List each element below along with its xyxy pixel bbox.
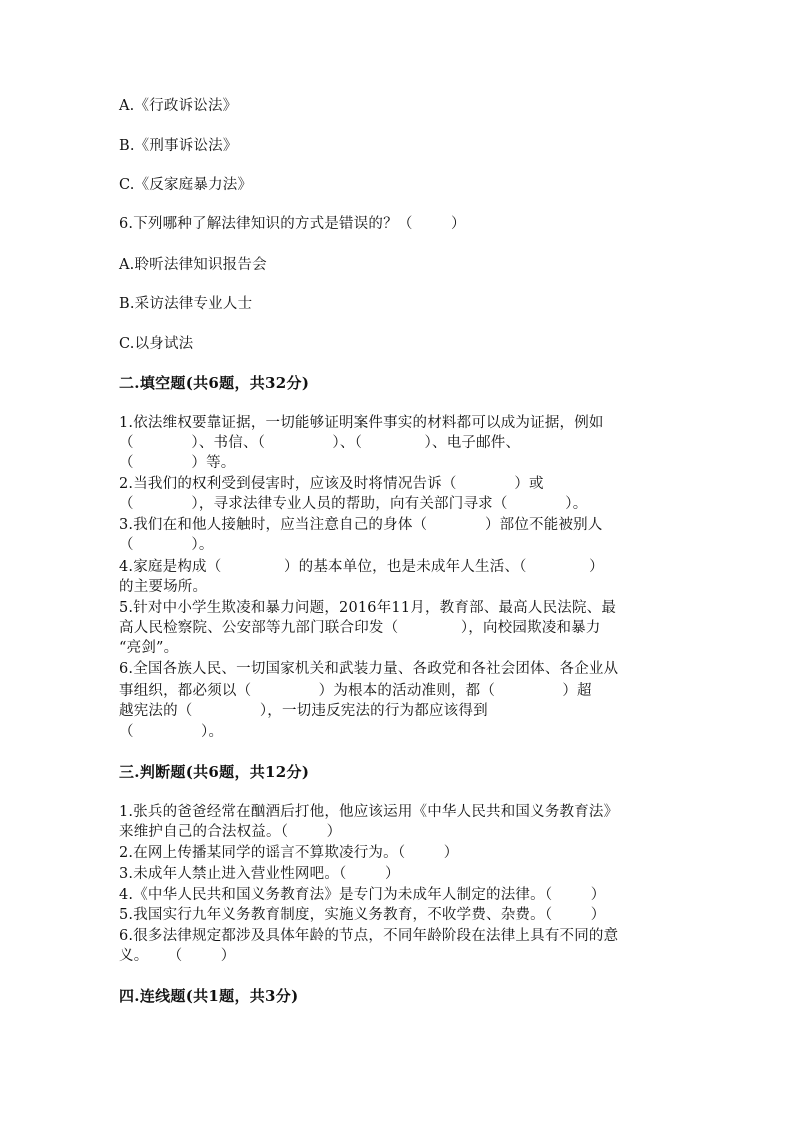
judge-line: 4.《中华人民共和国义务教育法》是专门为未成年人制定的法律。（ ） — [119, 887, 606, 903]
section-heading-fill-blanks: 二.填空题(共6题，共32分) — [119, 374, 310, 392]
fill-line: （ ），寻求法律专业人员的帮助，向有关部门寻求（ ）。 — [119, 496, 588, 512]
fill-line: 的主要场所。 — [119, 579, 208, 595]
judge-line: 5.我国实行九年义务教育制度，实施义务教育，不收学费、杂费。（ ） — [119, 907, 606, 923]
fill-line: 5.针对中小学生欺凌和暴力问题，2016年11月，教育部、最高人民法院、最 — [119, 600, 617, 616]
judge-line: 义。 （ ） — [119, 948, 236, 964]
q6-option-c: C.以身试法 — [119, 336, 194, 352]
judge-line: 来维护自己的合法权益。（ ） — [119, 824, 342, 840]
fill-line: （ ）。 — [119, 537, 214, 553]
judge-line: 2.在网上传播某同学的谣言不算欺凌行为。（ ） — [119, 845, 459, 861]
fill-line: 3.我们在和他人接触时，应当注意自己的身体（ ）部位不能被别人 — [119, 517, 603, 533]
judge-line: 3.未成年人禁止进入营业性网吧。（ ） — [119, 866, 400, 882]
fill-line: 6.全国各族人民、一切国家机关和武装力量、各政党和各社会团体、各企业从 — [119, 661, 619, 677]
fill-line: （ ）等。 — [119, 455, 236, 471]
judge-line: 6.很多法律规定都涉及具体年龄的节点，不同年龄阶段在法律上具有不同的意 — [119, 928, 619, 944]
q5-option-a: A.《行政诉讼法》 — [119, 98, 238, 114]
section-heading-true-false: 三.判断题(共6题，共12分) — [119, 763, 310, 781]
q5-option-c: C.《反家庭暴力法》 — [119, 177, 253, 193]
section-heading-matching: 四.连线题(共1题，共3分) — [119, 987, 299, 1005]
q6-option-b: B.采访法律专业人士 — [119, 296, 253, 312]
fill-line: （ ）、书信、（ ）、（ ）、电子邮件、 — [119, 435, 521, 451]
fill-line: 越宪法的（ ），一切违反宪法的行为都应该得到 — [119, 703, 488, 719]
fill-line: 事组织，都必须以（ ）为根本的活动准则，都（ ）超 — [119, 683, 592, 699]
judge-line: 1.张兵的爸爸经常在酗酒后打他，他应该运用《中华人民共和国义务教育法》 — [119, 804, 619, 820]
q5-option-b: B.《刑事诉讼法》 — [119, 138, 238, 154]
fill-line: 1.依法维权要靠证据，一切能够证明案件事实的材料都可以成为证据，例如 — [119, 415, 604, 431]
fill-line: 高人民检察院、公安部等九部门联合印发（ ），向校园欺凌和暴力 — [119, 620, 601, 636]
q6-stem: 6.下列哪种了解法律知识的方式是错误的？（ ） — [119, 216, 466, 232]
fill-line: 4.家庭是构成（ ）的基本单位，也是未成年人生活、（ ） — [119, 559, 604, 575]
fill-line: “亮剑”。 — [119, 640, 179, 656]
q6-option-a: A.聆听法律知识报告会 — [119, 257, 267, 273]
fill-line: 2.当我们的权利受到侵害时，应该及时将情况告诉（ ）或 — [119, 476, 544, 492]
fill-line: （ ）。 — [119, 724, 224, 740]
